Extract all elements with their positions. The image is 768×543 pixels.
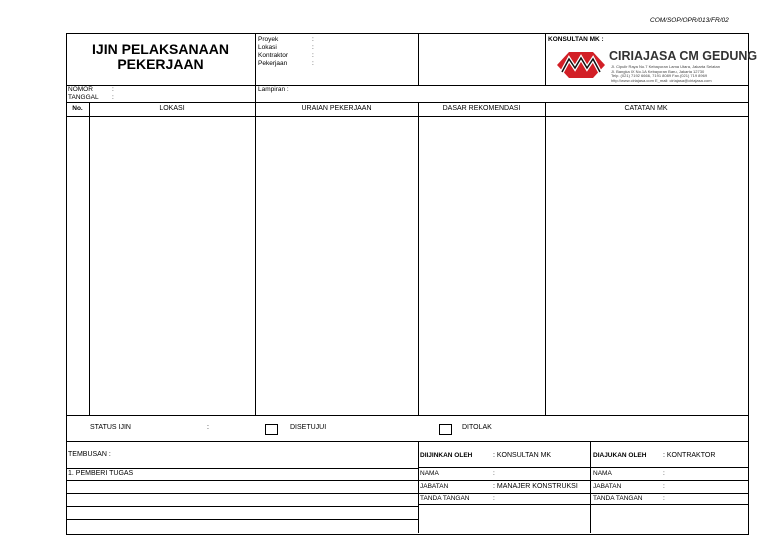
- document-code: COM/SOP/OPR/013/FR/02: [650, 17, 729, 24]
- diajukan-nama-label: NAMA: [593, 470, 612, 477]
- diajukan-jabatan-value: :: [663, 483, 665, 490]
- diajukan-jabatan-label: JABATAN: [593, 483, 622, 490]
- kontraktor-label: Kontraktor: [258, 52, 288, 59]
- column-header-uraian: URAIAN PEKERJAAN: [301, 105, 372, 112]
- approved-label: DISETUJUI: [290, 424, 327, 431]
- diajukan-label: DIAJUKAN OLEH: [593, 452, 647, 459]
- form-title-line1: IJIN PELAKSANAAN: [92, 41, 229, 57]
- pekerjaan-label: Pekerjaan: [258, 60, 288, 67]
- lokasi-label: Lokasi: [258, 44, 277, 51]
- diijinkan-value: : KONSULTAN MK: [493, 452, 552, 459]
- diijinkan-ttd-value: :: [493, 495, 495, 502]
- project-info: Proyek : Lokasi : Kontraktor : Pekerjaan :: [258, 36, 314, 67]
- company-address: Jl. Cipulir Raya No.7 Kebayoran Lama Utara, Jakarta Selatan Jl. Bangka IX No.1A Kebayoran Baru, Jakarta 12730 Telp. (021) 7192 6666, 7191 8089 Fax.(021) 719 8969 http://www.ciriajasa.com E_mail: ciriajasa@ciriajasa.com: [611, 64, 720, 83]
- company-name: CIRIAJASA CM GEDUNG: [609, 49, 758, 63]
- tembusan-item-1: 1. PEMBERI TUGAS: [68, 470, 134, 477]
- diajukan-ttd-label: TANDA TANGAN: [593, 495, 643, 502]
- diijinkan-nama-value: :: [493, 470, 495, 477]
- nomor-label: NOMOR: [68, 86, 93, 93]
- ciriajasa-logo-icon: [557, 50, 605, 80]
- tanggal-label: TANGGAL: [68, 94, 99, 101]
- tembusan-label: TEMBUSAN :: [68, 451, 111, 458]
- diijinkan-jabatan-label: JABATAN: [420, 483, 449, 490]
- diijinkan-nama-label: NAMA: [420, 470, 439, 477]
- diijinkan-label: DIIJINKAN OLEH: [420, 452, 473, 459]
- diajukan-ttd-value: :: [663, 495, 665, 502]
- konsultan-label: KONSULTAN MK :: [548, 36, 604, 43]
- form-title: [66, 42, 255, 72]
- lampiran-label: Lampiran :: [258, 86, 289, 93]
- status-ijin-label: STATUS IJIN: [90, 424, 131, 431]
- proyek-label: Proyek: [258, 36, 279, 43]
- diajukan-nama-value: :: [663, 470, 665, 477]
- approved-checkbox[interactable]: [265, 424, 278, 435]
- column-header-dasar: DASAR REKOMENDASI: [442, 105, 521, 112]
- diajukan-value: : KONTRAKTOR: [663, 452, 716, 459]
- rejected-checkbox[interactable]: [439, 424, 452, 435]
- form-title-line2: PEKERJAAN: [117, 56, 204, 72]
- column-header-catatan: CATATAN MK: [624, 105, 668, 112]
- rejected-label: DITOLAK: [462, 424, 492, 431]
- column-header-lokasi: LOKASI: [159, 105, 185, 112]
- diijinkan-ttd-label: TANDA TANGAN: [420, 495, 470, 502]
- diijinkan-jabatan-value: : MANAJER KONSTRUKSI: [493, 483, 578, 490]
- column-header-no: No.: [72, 105, 83, 112]
